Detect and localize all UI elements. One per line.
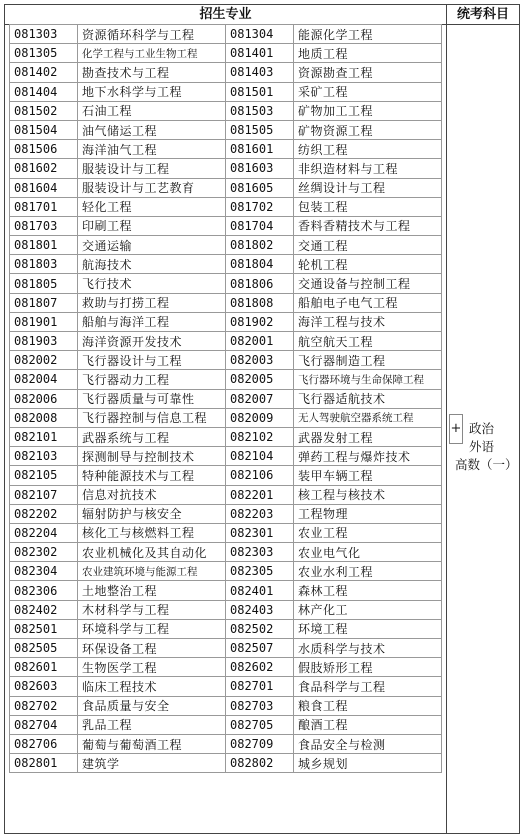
- major-code: 082203: [226, 504, 294, 523]
- major-name: 船舶与海洋工程: [78, 312, 226, 331]
- major-name: 油气储运工程: [78, 120, 226, 139]
- subject-politics: 政治: [469, 421, 495, 436]
- table-row: [10, 408, 442, 427]
- major-name: 农业水利工程: [294, 562, 442, 581]
- table-row: [10, 82, 442, 101]
- major-name: 武器发射工程: [294, 427, 442, 446]
- major-code: 082007: [226, 389, 294, 408]
- major-name: 临床工程技术: [78, 677, 226, 696]
- major-code: 082102: [226, 427, 294, 446]
- major-name: 乳品工程: [78, 715, 226, 734]
- major-name: 包装工程: [294, 197, 442, 216]
- table-row: [10, 370, 442, 389]
- major-code: 082001: [226, 332, 294, 351]
- majors-table: [9, 24, 442, 773]
- major-name: 非织造材料与工程: [294, 159, 442, 178]
- major-code: 082006: [10, 389, 78, 408]
- major-name: 飞行器适航技术: [294, 389, 442, 408]
- major-name: 航海技术: [78, 255, 226, 274]
- table-row: [10, 236, 442, 255]
- major-code: 082201: [226, 485, 294, 504]
- table-row: [10, 600, 442, 619]
- table-row: [10, 523, 442, 542]
- major-name: 飞行器质量与可靠性: [78, 389, 226, 408]
- table-row: [10, 677, 442, 696]
- major-code: 082709: [226, 734, 294, 753]
- major-code: 082306: [10, 581, 78, 600]
- major-name: 采矿工程: [294, 82, 442, 101]
- major-code: 081402: [10, 63, 78, 82]
- major-name: 装甲车辆工程: [294, 466, 442, 485]
- major-code: 081903: [10, 332, 78, 351]
- major-name: 核工程与核技术: [294, 485, 442, 504]
- major-code: 081804: [226, 255, 294, 274]
- major-name: 飞行器动力工程: [78, 370, 226, 389]
- major-name: 食品科学与工程: [294, 677, 442, 696]
- major-name: 环保设备工程: [78, 639, 226, 658]
- major-code: 082103: [10, 447, 78, 466]
- major-name: 勘查技术与工程: [78, 63, 226, 82]
- major-name: 探测制导与控制技术: [78, 447, 226, 466]
- major-name: 农业建筑环境与能源工程: [78, 562, 226, 581]
- major-code: 082303: [226, 543, 294, 562]
- major-name: 飞行技术: [78, 274, 226, 293]
- major-name: 建筑学: [78, 754, 226, 773]
- major-name: 矿物加工工程: [294, 101, 442, 120]
- major-code: 081403: [226, 63, 294, 82]
- major-code: 082501: [10, 619, 78, 638]
- major-code: 082104: [226, 447, 294, 466]
- major-name: 纺织工程: [294, 140, 442, 159]
- major-code: 082204: [10, 523, 78, 542]
- major-code: 082304: [10, 562, 78, 581]
- major-code: 081506: [10, 140, 78, 159]
- major-code: 082602: [226, 658, 294, 677]
- table-row: [10, 332, 442, 351]
- major-name: 特种能源技术与工程: [78, 466, 226, 485]
- exam-title: 统考科目: [456, 7, 509, 22]
- major-code: 082106: [226, 466, 294, 485]
- table-row: [10, 389, 442, 408]
- major-name: 农业机械化及其自动化: [78, 543, 226, 562]
- major-name: 粮食工程: [294, 696, 442, 715]
- major-name: 辐射防护与核安全: [78, 504, 226, 523]
- table-row: [10, 696, 442, 715]
- subject-foreign-language: 外语: [469, 439, 495, 454]
- major-name: 木材科学与工程: [78, 600, 226, 619]
- major-name: 酿酒工程: [294, 715, 442, 734]
- major-code: 082507: [226, 639, 294, 658]
- major-code: 082502: [226, 619, 294, 638]
- table-row: [10, 734, 442, 753]
- subject-math: 高数（一）: [455, 457, 518, 472]
- major-name: 轻化工程: [78, 197, 226, 216]
- major-code: 081702: [226, 197, 294, 216]
- major-name: 飞行器控制与信息工程: [78, 408, 226, 427]
- major-name: 假肢矫形工程: [294, 658, 442, 677]
- major-name: 工程物理: [294, 504, 442, 523]
- major-code: 082706: [10, 734, 78, 753]
- major-name: 能源化学工程: [294, 25, 442, 44]
- major-name: 食品安全与检测: [294, 734, 442, 753]
- major-code: 082202: [10, 504, 78, 523]
- major-name: 环境工程: [294, 619, 442, 638]
- table-row: [10, 255, 442, 274]
- major-code: 082002: [10, 351, 78, 370]
- table-row: [10, 715, 442, 734]
- major-code: 081808: [226, 293, 294, 312]
- major-name: 矿物资源工程: [294, 120, 442, 139]
- major-name: 石油工程: [78, 101, 226, 120]
- table-row: [10, 562, 442, 581]
- major-name: 农业电气化: [294, 543, 442, 562]
- major-name: 环境科学与工程: [78, 619, 226, 638]
- table-row: [10, 754, 442, 773]
- major-name: 船舶电子电气工程: [294, 293, 442, 312]
- table-row: [10, 351, 442, 370]
- major-code: 082801: [10, 754, 78, 773]
- major-name: 服装设计与工艺教育: [78, 178, 226, 197]
- table-row: [10, 274, 442, 293]
- major-code: 082005: [226, 370, 294, 389]
- major-code: 082008: [10, 408, 78, 427]
- major-name: 葡萄与葡萄酒工程: [78, 734, 226, 753]
- major-code: 081802: [226, 236, 294, 255]
- major-code: 081601: [226, 140, 294, 159]
- major-name: 服装设计与工程: [78, 159, 226, 178]
- major-code: 082403: [226, 600, 294, 619]
- major-name: 丝绸设计与工程: [294, 178, 442, 197]
- major-name: 飞行器设计与工程: [78, 351, 226, 370]
- table-row: [10, 197, 442, 216]
- major-name: 航空航天工程: [294, 332, 442, 351]
- major-name: 资源循环科学与工程: [78, 25, 226, 44]
- major-name: 飞行器环境与生命保障工程: [294, 370, 442, 389]
- major-code: 082603: [10, 677, 78, 696]
- major-code: 081401: [226, 44, 294, 63]
- plus-sign: +: [449, 414, 463, 444]
- major-name: 水质科学与技术: [294, 639, 442, 658]
- major-name: 地下水科学与工程: [78, 82, 226, 101]
- major-name: 交通设备与控制工程: [294, 274, 442, 293]
- major-code: 081602: [10, 159, 78, 178]
- major-code: 081801: [10, 236, 78, 255]
- major-name: 化学工程与工业生物工程: [78, 44, 226, 63]
- major-code: 081704: [226, 216, 294, 235]
- major-code: 081806: [226, 274, 294, 293]
- table-row: [10, 120, 442, 139]
- table-row: [10, 504, 442, 523]
- major-name: 土地整治工程: [78, 581, 226, 600]
- table-row: [10, 312, 442, 331]
- major-code: 081502: [10, 101, 78, 120]
- table-row: [10, 658, 442, 677]
- table-row: [10, 140, 442, 159]
- major-code: 081901: [10, 312, 78, 331]
- major-code: 081505: [226, 120, 294, 139]
- table-row: [10, 466, 442, 485]
- major-code: 081605: [226, 178, 294, 197]
- major-name: 林产化工: [294, 600, 442, 619]
- table-row: [10, 543, 442, 562]
- major-code: 082705: [226, 715, 294, 734]
- major-code: 082302: [10, 543, 78, 562]
- major-code: 082802: [226, 754, 294, 773]
- table-row: [10, 427, 442, 446]
- major-name: 资源勘查工程: [294, 63, 442, 82]
- table-row: [10, 101, 442, 120]
- major-name: 救助与打捞工程: [78, 293, 226, 312]
- major-name: 海洋工程与技术: [294, 312, 442, 331]
- major-code: 081807: [10, 293, 78, 312]
- major-code: 082702: [10, 696, 78, 715]
- major-name: 无人驾驶航空器系统工程: [294, 408, 442, 427]
- major-code: 081701: [10, 197, 78, 216]
- major-code: 082301: [226, 523, 294, 542]
- major-code: 082701: [226, 677, 294, 696]
- major-code: 082601: [10, 658, 78, 677]
- major-code: 082101: [10, 427, 78, 446]
- major-name: 地质工程: [294, 44, 442, 63]
- major-code: 081304: [226, 25, 294, 44]
- major-name: 海洋油气工程: [78, 140, 226, 159]
- major-code: 081305: [10, 44, 78, 63]
- major-code: 081805: [10, 274, 78, 293]
- major-code: 081703: [10, 216, 78, 235]
- table-row: [10, 159, 442, 178]
- major-code: 082003: [226, 351, 294, 370]
- major-name: 弹药工程与爆炸技术: [294, 447, 442, 466]
- table-row: [10, 485, 442, 504]
- major-code: 081404: [10, 82, 78, 101]
- column-divider: [446, 24, 447, 834]
- major-code: 082305: [226, 562, 294, 581]
- major-code: 081501: [226, 82, 294, 101]
- major-code: 082105: [10, 466, 78, 485]
- major-name: 食品质量与安全: [78, 696, 226, 715]
- table-row: [10, 293, 442, 312]
- major-code: 082009: [226, 408, 294, 427]
- major-name: 城乡规划: [294, 754, 442, 773]
- major-name: 飞行器制造工程: [294, 351, 442, 370]
- major-name: 武器系统与工程: [78, 427, 226, 446]
- major-code: 082703: [226, 696, 294, 715]
- major-code: 082402: [10, 600, 78, 619]
- table-header: [5, 5, 519, 25]
- major-name: 轮机工程: [294, 255, 442, 274]
- major-code: 082505: [10, 639, 78, 658]
- major-name: 核化工与核燃料工程: [78, 523, 226, 542]
- major-name: 农业工程: [294, 523, 442, 542]
- major-code: 081603: [226, 159, 294, 178]
- major-code: 081803: [10, 255, 78, 274]
- major-name: 信息对抗技术: [78, 485, 226, 504]
- major-name: 香料香精技术与工程: [294, 216, 442, 235]
- table-row: [10, 639, 442, 658]
- major-code: 082704: [10, 715, 78, 734]
- major-name: 交通运输: [78, 236, 226, 255]
- major-code: 082401: [226, 581, 294, 600]
- major-name: 森林工程: [294, 581, 442, 600]
- majors-title: 招生专业: [5, 5, 447, 24]
- major-code: 082004: [10, 370, 78, 389]
- major-code: 081902: [226, 312, 294, 331]
- major-name: 海洋资源开发技术: [78, 332, 226, 351]
- table-row: [10, 216, 442, 235]
- major-name: 生物医学工程: [78, 658, 226, 677]
- major-name: 印刷工程: [78, 216, 226, 235]
- major-code: 081503: [226, 101, 294, 120]
- table-row: [10, 25, 442, 44]
- table-row: [10, 581, 442, 600]
- major-code: 082107: [10, 485, 78, 504]
- table-row: [10, 447, 442, 466]
- table-row: [10, 178, 442, 197]
- table-row: [10, 44, 442, 63]
- table-row: [10, 63, 442, 82]
- major-code: 081504: [10, 120, 78, 139]
- majors-grid: [9, 24, 441, 832]
- major-name: 交通工程: [294, 236, 442, 255]
- major-code: 081604: [10, 178, 78, 197]
- table-row: [10, 619, 442, 638]
- major-code: 081303: [10, 25, 78, 44]
